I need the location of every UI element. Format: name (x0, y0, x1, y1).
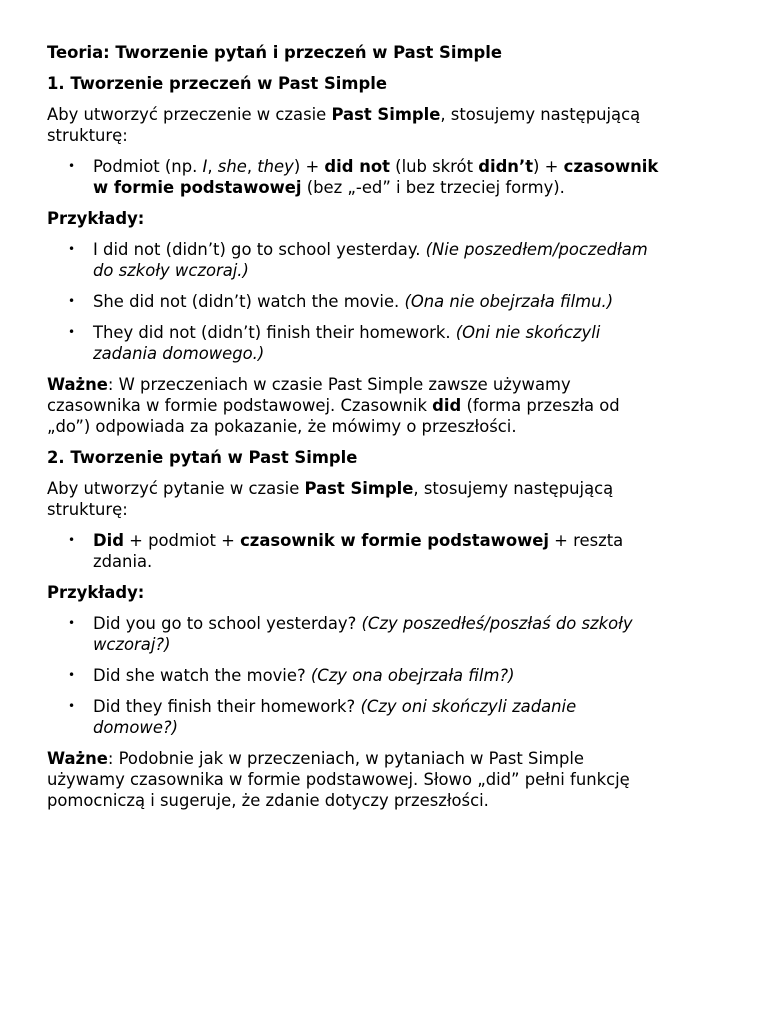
section-1-note: Ważne: W przeczeniach w czasie Past Simple zawsze używamy czasownika w formie podstawowej. Czasownik did (forma przeszła od „do”) odpowiada za pokazanie, że mówimy o przeszłości. (47, 375, 620, 436)
list-item: • Did + podmiot + czasownik w formie podstawowej + reszta zdania. (68, 531, 624, 571)
bullet-icon: • (68, 533, 76, 547)
section-1-examples-label: Przykłady: (47, 209, 145, 228)
section-2-examples-list (47, 613, 727, 738)
bullet-icon: • (68, 325, 76, 339)
section-2-intro: Aby utworzyć pytanie w czasie Past Simple, stosujemy następującą strukturę: (47, 479, 614, 519)
document-title: Teoria: Tworzenie pytań i przeczeń w Past Simple (47, 43, 503, 62)
section-2-examples-label: Przykłady: (47, 583, 145, 602)
list-item: • Podmiot (np. I, she, they) + did not (lub skrót didn’t) + czasownik w formie podstawowej (bez „-ed” i bez trzeciej formy). (68, 157, 659, 197)
section-1-intro: Aby utworzyć przeczenie w czasie Past Simple, stosujemy następującą strukturę: (47, 105, 641, 145)
section-2-structure-list (47, 530, 727, 572)
list-item: • I did not (didn’t) go to school yesterday. (Nie poszedłem/poczedłam do szkoły wczoraj.) (68, 240, 648, 280)
bullet-icon: • (68, 616, 76, 630)
bullet-icon: • (68, 159, 76, 173)
bullet-icon: • (68, 294, 76, 308)
bullet-icon: • (68, 699, 76, 713)
document-page (47, 42, 727, 821)
section-1-structure-list (47, 156, 727, 198)
list-item: • Did she watch the movie? (Czy ona obejrzała film?) (68, 666, 515, 685)
list-item: • Did you go to school yesterday? (Czy poszedłeś/poszłaś do szkoły wczoraj?) (68, 614, 633, 654)
bullet-icon: • (68, 242, 76, 256)
section-2-note: Ważne: Podobnie jak w przeczeniach, w pytaniach w Past Simple używamy czasownika w formie podstawowej. Słowo „did” pełni funkcję pomocniczą i sugeruje, że zdanie dotyczy przeszłości. (47, 749, 630, 810)
section-2-heading: 2. Tworzenie pytań w Past Simple (47, 448, 358, 467)
bullet-icon: • (68, 668, 76, 682)
list-item: • She did not (didn’t) watch the movie. (Ona nie obejrzała filmu.) (68, 292, 614, 311)
list-item: • They did not (didn’t) finish their homework. (Oni nie skończyli zadania domowego.) (68, 323, 601, 363)
list-item: • Did they finish their homework? (Czy oni skończyli zadanie domowe?) (68, 697, 577, 737)
section-1-examples-list (47, 239, 727, 364)
section-1-heading: 1. Tworzenie przeczeń w Past Simple (47, 74, 387, 93)
